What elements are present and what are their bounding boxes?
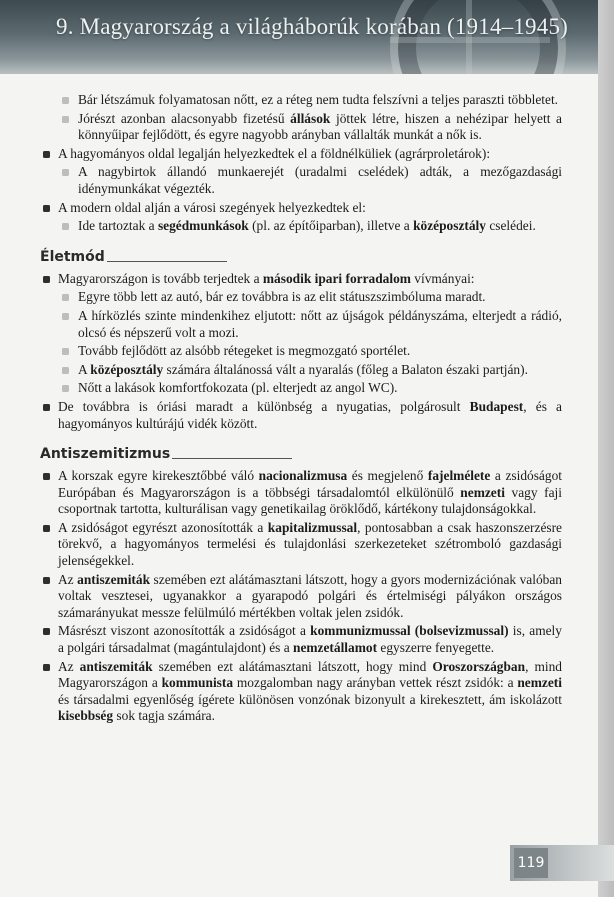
square-bullet-icon xyxy=(43,151,50,158)
bullet-text: A nagybirtok állandó munkaerejét (uradalmi cselédek) adták, a mezőgazdasági idénymunkákat végezték. xyxy=(78,164,562,196)
bullet-text: A zsidóságot egyrészt azonosították a kapitalizmussal, pontosabban a csak haszonszerzésre törekvő, a hagyományos termelési és tulajdonlási szerkezeteket szétromboló gazdasági jelenségekkel. xyxy=(58,519,563,569)
bullet-text: Másrészt viszont azonosították a zsidóságot a kommunizmussal (bolsevizmussal) is, amely a polgári társadalmat (magántulajdont) és a nemzetállamot egyszerre fenyegette. xyxy=(58,623,562,656)
bullet-text: Ide tartoztak a segédmunkások (pl. az építőiparban), illetve a középosztály cselédei. xyxy=(78,218,536,234)
page-edge-strip xyxy=(598,0,614,897)
sub-bullet-item xyxy=(40,218,562,235)
sub-bullet-item xyxy=(40,92,562,109)
bullet-item xyxy=(40,520,562,570)
bullet-text: Egyre több lett az autó, bár ez továbbra is az elit státuszszimbóluma maradt. xyxy=(78,289,486,305)
section-title: Antiszemitizmus xyxy=(40,446,171,463)
sub-bullet-item xyxy=(40,343,562,360)
top-bullet-list xyxy=(40,92,562,235)
bullet-text: Bár létszámuk folyamatosan nőtt, ez a réteg nem tudta felszívni a teljes paraszti többletet. xyxy=(78,92,559,107)
section-antiszemitizmus xyxy=(40,446,562,725)
square-bullet-icon xyxy=(43,628,50,635)
section-bullet-list xyxy=(40,271,562,432)
square-bullet-icon xyxy=(43,473,50,480)
sub-bullet-item xyxy=(40,362,562,379)
sub-bullet-item xyxy=(40,111,562,144)
bullet-text: A korszak egyre kirekesztőbbé váló nacionalizmusa és megjelenő fajelmélete a zsidóságot Európában és Magyarországon is a többségi társadalomtól elkülönülő nemzeti vagy faji csoportnak tartotta, kulturálisan vagy genetikailag öröklődő, kártékony tulajdonságokkal. xyxy=(58,468,562,517)
square-bullet-icon xyxy=(43,404,50,411)
grey-square-bullet-icon xyxy=(62,348,69,355)
bullet-text: A hagyományos oldal legalján helyezkedtek el a földnélküliek (agrárproletárok): xyxy=(58,145,491,161)
bullet-item xyxy=(40,572,562,622)
bullet-item xyxy=(40,468,562,518)
section-bullet-list xyxy=(40,468,562,725)
chapter-header-banner xyxy=(0,0,614,74)
bullet-item xyxy=(40,399,562,432)
bullet-item xyxy=(40,659,562,725)
bullet-item xyxy=(40,146,562,163)
bullet-text: Az antiszemiták szemében ezt alátámasztani látszott, hogy a gyors modernizációnak valóban voltak vesztesei, ugyanakkor a gyarapodó polgári és értelmiségi pályákon országos számarányukat messze felülmúló mértékben voltak jelen zsidók. xyxy=(58,571,562,620)
square-bullet-icon xyxy=(43,577,50,584)
grey-square-bullet-icon xyxy=(62,367,69,374)
page-content xyxy=(40,92,562,727)
heading-rule xyxy=(107,261,227,262)
sub-bullet-item xyxy=(40,380,562,397)
bullet-item xyxy=(40,271,562,288)
bullet-text: A modern oldal alján a városi szegények helyezkedtek el: xyxy=(58,199,366,215)
square-bullet-icon xyxy=(43,664,50,671)
grey-square-bullet-icon xyxy=(62,97,69,104)
bullet-text: De továbbra is óriási maradt a különbség a nyugatias, polgárosult Budapest, és a hagyományos kultúrájú vidék között. xyxy=(58,398,562,431)
chapter-title: 9. Magyarország a világháborúk korában (1914–1945) xyxy=(56,14,569,39)
square-bullet-icon xyxy=(43,276,50,283)
bullet-text: Nőtt a lakások komfortfokozata (pl. elterjedt az angol WC). xyxy=(78,380,398,396)
section-heading xyxy=(40,249,562,265)
grey-square-bullet-icon xyxy=(62,313,69,320)
section-title: Életmód xyxy=(40,248,105,265)
grey-square-bullet-icon xyxy=(62,385,69,392)
sub-bullet-item xyxy=(40,289,562,306)
bullet-text: A hírközlés szinte mindenkihez eljutott: nőtt az újságok példányszáma, elterjedt a rádió, olcsó és népszerű volt a mozi. xyxy=(78,307,562,340)
bullet-item xyxy=(40,200,562,217)
heading-rule xyxy=(172,458,292,459)
bullet-text: A középosztály számára általánossá vált a nyaralás (főleg a Balaton északi partján). xyxy=(78,361,528,377)
bullet-text: Magyarországon is tovább terjedtek a második ipari forradalom vívmányai: xyxy=(58,270,475,286)
square-bullet-icon xyxy=(43,205,50,212)
sub-bullet-item xyxy=(40,164,562,197)
square-bullet-icon xyxy=(43,525,50,532)
section-eletmod xyxy=(40,249,562,432)
grey-square-bullet-icon xyxy=(62,169,69,176)
grey-square-bullet-icon xyxy=(62,294,69,301)
sub-bullet-item xyxy=(40,308,562,341)
bullet-text: Tovább fejlődött az alsóbb rétegeket is megmozgató sportélet. xyxy=(78,343,411,359)
page-number: 119 xyxy=(514,848,548,878)
grey-square-bullet-icon xyxy=(62,223,69,230)
grey-square-bullet-icon xyxy=(62,116,69,123)
section-heading xyxy=(40,446,562,462)
bullet-item xyxy=(40,623,562,656)
bullet-text: Jórészt azonban alacsonyabb fizetésű állások jöttek létre, hiszen a nehézipar helyett a könnyűipar fejlődött, és egyre nagyobb arányban vállalták munkát a nők is. xyxy=(78,110,562,143)
bullet-text: Az antiszemiták szemében ezt alátámasztani látszott, hogy mind Oroszországban, mind Magyarországon a kommunista mozgalomban nagy arányban vettek részt zsidók: a nemzeti és társadalmi egyenlőség ígérete különösen vonzónak bizonyult a kirekesztett, ám iskolázott kisebbség sok tagja számára. xyxy=(58,658,562,724)
